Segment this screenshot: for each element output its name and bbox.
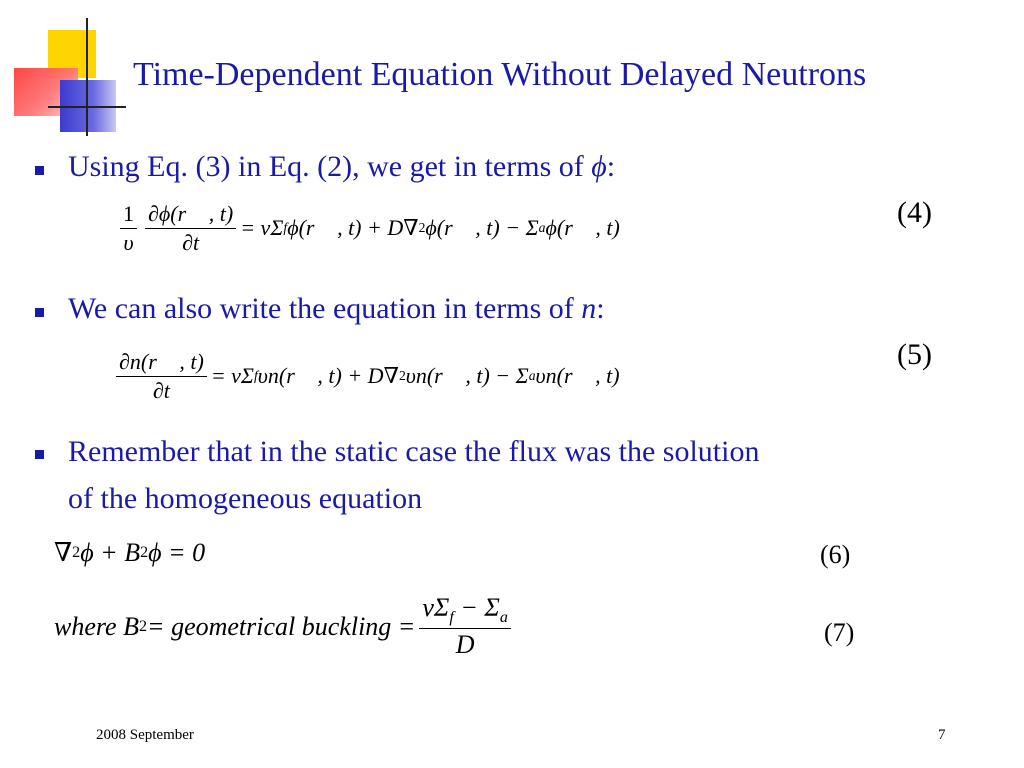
equation-6-number: (6) — [820, 540, 851, 569]
equation-4-number: (4) — [897, 196, 932, 229]
equation-4: $\frac{1}{\upsilon}$ $\frac{\partial\phi(r⃗ , t)}{\partial t}$ = νΣ f ϕ(r⃗ , t) + D∇ 2 ϕ(r⃗ , t) − Σ a ϕ(r⃗ , t) — [116, 200, 620, 256]
footer-date: 2008 September — [96, 727, 194, 743]
equation-5-number: (5) — [897, 338, 932, 371]
bullet-text-2: We can also write the equation in terms of n: — [68, 292, 605, 325]
page-number: 7 — [938, 727, 946, 743]
bullet-text-1: Using Eq. (3) in Eq. (2), we get in terms of ϕ: — [68, 150, 616, 183]
bullet-marker-2 — [35, 308, 44, 317]
equation-7: where B 2 = geometrical buckling = $\frac{\nu\Sigma_f - \Sigma_a}{D}$ — [54, 592, 515, 662]
eq7-fraction: $\frac{\nu\Sigma_f - \Sigma_a}{D}$ — [419, 592, 511, 662]
equation-5: $\frac{\partial n(r⃗ , t)}{\partial t}$ = νΣ f υn(r⃗ , t) + D∇ 2 υn(r⃗ , t) − Σ a υn(r⃗ , t) — [112, 348, 620, 404]
logo-vertical-line — [86, 18, 88, 136]
eq4-fraction-2: $\frac{\partial\phi(r⃗ , t)}{\partial t}$ — [145, 200, 236, 256]
equation-6: ∇ 2 ϕ + B 2 ϕ = 0 — [54, 538, 206, 567]
bullet-text-3-line-2: of the homogeneous equation — [68, 482, 423, 515]
bullet-marker-3 — [35, 450, 44, 459]
eq4-fraction-1: $\frac{1}{\upsilon}$ — [120, 200, 137, 256]
bullet-marker-1 — [35, 166, 44, 175]
slide-title: Time-Dependent Equation Without Delayed Neutrons — [133, 56, 867, 93]
equation-7-number: (7) — [824, 618, 855, 647]
eq5-fraction: $\frac{\partial n(r⃗ , t)}{\partial t}$ — [116, 348, 207, 404]
bullet-text-3-line-1: Remember that in the static case the flux was the solution — [68, 435, 760, 468]
logo-horizontal-line — [48, 106, 126, 108]
